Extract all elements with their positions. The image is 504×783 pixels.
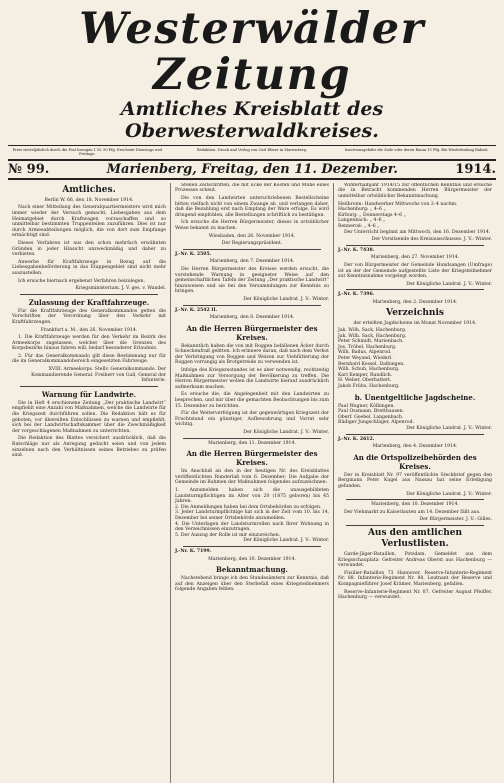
issue-place-date: Marienberg, Freitag, den 11. Dezember.	[106, 162, 398, 178]
paragraph: Im Anschluß an den in der heutigen Nr. des Kreisblattes veröffentlichten Runderlaß vom 6. Dezember: Die Aufgabe der Gemeinde im Rahmen der Maßnahmen folgendes aufzuzeichnen:	[175, 469, 329, 486]
dateline: Marienberg, den 10. Dezember 1914.	[371, 502, 459, 508]
reference-number: J.-Nr. K. 2542 II.	[175, 307, 218, 313]
list-item: 3. Jeder Landsturmpflichtige hat sich in der Zeit vom 10. bis 14. Dezember bei seiner Ortsbehörde anzumelden.	[175, 510, 329, 521]
dateline: Marienberg, den 2. Dezember 1914.	[372, 299, 458, 305]
dateline: Marienberg, den 10. Dezember 1914.	[208, 556, 296, 562]
divider	[183, 438, 321, 439]
list-item: Jak. Wilh. Sack, Hachenburg.	[338, 328, 407, 334]
paragraph: Es ersuche die, die Angelegenheit mit den Landwirten zu besprechen, und mir über die gemachten Beobachtungen bis zum 15. Dezember zu berichten.	[175, 392, 329, 409]
signature: Der Königliche Landrat. J. V.: Winter.	[243, 538, 329, 544]
divider	[20, 386, 158, 387]
divider	[346, 525, 484, 526]
paragraph: Der von Bürgermeister der Gemeinde Hundsangen (Umfrage) ist an der der Gemeinde aufgestellte Liste der Kriegsteilnehmer zur Kenntnisnahme vorgelegt worden.	[338, 262, 492, 280]
dateline: Marienberg, den 4. Dezember 1914.	[372, 444, 458, 450]
paragraph: Infolge des Kriegszustandes ist es aber notwendig, rechtzeitig Maßnahmen zur Versorgung der Bevölkerung zu treffen. Die Herren Bürgermeister wollen die Landwirte hierauf ausdrücklich aufmerksam machen.	[175, 368, 329, 390]
masthead	[8, 6, 496, 142]
list-item: Jakob Frühs, Hachenburg.	[338, 384, 400, 390]
divider	[346, 499, 484, 500]
signature: Der Bürgermeister. J. V.: Gilles.	[419, 517, 492, 523]
list-item: Peter Schmidt, Marienbach.	[338, 339, 404, 345]
list-item: Heilbronn: Handwerker Mittwochs von 2–4 nachm.	[338, 201, 458, 207]
paragraph: Nach einer Mitteilung des Generalquartiermeisters wird mich immer wieder der Versuch gemacht, Liebesgaben aus dem Heimatgebiet durch Kraftwagen vorzuschaffen und so unmittelbar bestimmten Truppenteilen zuzuführen. Dies ist nur durch Armeeabteilungen möglich, die von dort zum Empfange ermächtigt sind.	[12, 205, 166, 239]
newspaper-subtitle: Amtliches Kreisblatt des Oberwesterwaldkreises.	[120, 98, 384, 142]
note-publisher: Redaktion, Druck und Verlag von Carl Ebner in Marienberg.	[196, 148, 308, 152]
column-2	[171, 183, 334, 783]
issue-number: № 99.	[8, 162, 50, 178]
newspaper-title: Westerwälder Zeitung	[79, 4, 425, 100]
list-item: Oberf. Goebel, Langenbach.	[338, 414, 404, 420]
list-item: H. Weber, Oberhattert.	[338, 378, 392, 384]
paragraph: Für die Kraftfahrzeuge des Generalkommandos gelten die Vorschriften der Verordnung über den Verkehr mit Kraftfahrzeugen.	[12, 308, 166, 325]
article-heading: Bekanntmachung.	[216, 565, 288, 575]
paragraph: Ich ersuche die Herren Bürgermeister, dieses in ortsüblicher Weise bekannt zu machen.	[175, 220, 329, 231]
list-item: Hachenburg: „ 4–6 „	[338, 207, 386, 213]
dateline: Frankfurt a. M., den 26. November 1914.	[40, 327, 138, 333]
paragraph: Die in Heft 4 erschienene Zeitung „Der praktische Landwirt“ empfiehlt eine Anzahl von Maßnahmen, welche die Landwirte für die Kriegszeit durchführen sollen. Die Redaktion hält es für geboten, vor übereilten Entschlüssen zu warnen und empfiehlt, sich bei der Landwirtschaftskammer über die Zweckmäßigkeit der vorgeschlagenen Maßnahmen zu unterrichten.	[12, 400, 166, 434]
list-item: Karl Kemper, Rundlich.	[338, 372, 393, 378]
note-insertion: Insertionsgebühr die Zeile oder deren Raum 15 Pfg. Bei Wiederholung Rabatt.	[344, 148, 489, 152]
divider	[183, 249, 321, 250]
signature: Der Regierungspräsident.	[221, 241, 283, 247]
list-item: Bernhard Kessel, Dalbingen.	[338, 361, 405, 367]
list-item: Wilh. Badus, Alpenrod.	[338, 350, 392, 356]
divider	[20, 294, 158, 295]
list-item: Wilh. Schuh, Hachenburg.	[338, 367, 400, 373]
article-heading: Verzeichnis	[386, 307, 444, 318]
article-heading: An die Herren Bürgermeister des Kreises.	[186, 323, 318, 342]
paragraph: Die Redaktion des Blattes versichert ausdrücklich, daß die Ratschläge nur als Anregung gedacht seien und von jedem einzelnen nach den Verhältnissen seines Betriebes zu prüfen sind.	[12, 436, 166, 459]
dateline: Wiesbaden, den 26. November 1914.	[208, 233, 296, 239]
list-item: 5. Der Auszug der Rolle ist mir einzureichen.	[175, 532, 281, 538]
divider	[183, 546, 321, 547]
dateline: Marienberg, den 8. Dezember 1914.	[209, 315, 295, 321]
paragraph: Der in Kreisblatt Nr. 97 veröffentlichte Steckbrief gegen den Bergmann Peter Kugel aus Nassau hat seine Erledigung gefunden.	[338, 472, 492, 489]
signature: Der Königliche Landrat. J. V.: Winter.	[406, 281, 492, 287]
publication-notes	[8, 145, 496, 157]
signature: Der Königliche Landrat. J. V.: Winter.	[406, 491, 492, 497]
list-item: Langenbach: „ 4–6 „	[338, 218, 386, 224]
paragraph: Nachstehend bringe ich den Standesämtern zur Kenntnis, daß auf den Anzeigen über den Sterbefall eines Kriegsteilnehmers folgende Angaben fehlen.	[175, 576, 329, 593]
name-list	[338, 404, 492, 426]
reference-number: J.-Nr. K. 7199.	[175, 548, 212, 554]
list-item: Kirburg: „ Donnerstags 4–6 „	[338, 212, 406, 218]
dateline: Marienberg, den 11. Dezember 1914.	[208, 440, 296, 446]
divider	[346, 434, 484, 435]
article-heading: Aus den amtlichen Verlustlisten.	[367, 527, 463, 549]
numbered-list	[175, 488, 329, 538]
section-heading: Amtliches.	[62, 184, 116, 195]
divider	[183, 305, 321, 306]
list-item: Rennerod: „ 4–6 „	[338, 223, 380, 229]
column-3	[334, 183, 496, 783]
paragraph: Die Herren Bürgermeister des Kreises werden ersucht, die vorstehende Warnung in geeigneter Weise auf den gemeinschaftlichen Tafeln der Zeitung „Der praktische Landwirt“ hinzuweisen und sie bei den Versammlungen zur Kenntnis zu bringen.	[175, 266, 329, 295]
paragraph: Dieses Verfahren ist aus den schon mehrfach erwähnten Gründen in jeder Hinsicht unzweckmäßig und daher zu verbieten.	[12, 240, 166, 258]
article-heading: b. Unentgeltliche Jagdscheine.	[354, 392, 476, 402]
issue-year: 1914.	[455, 162, 496, 178]
list-item: 1. Anzumelden haben sich die unausgebildeten Landsturmpflichtigen im Alter von 20 (1875 geboren) bis 45 Jahren.	[175, 487, 329, 505]
paragraph: Anwerbe für Kraftfahrzeuge in Bezug auf die Liebesgabenbeförderung in das Etappengebiet sind nicht mehr auszustellen.	[12, 259, 166, 276]
paragraph: Die von den Landwirten unterschriebenen Bestellscheine bitten vielfach nicht von einem Zwange ab, und verlangen daher, daß die Bezahlung erst nach Empfang der Ware erfolge. Es wird dringend empfohlen, alle Bestellungen schriftlich zu bestätigen.	[175, 196, 329, 218]
issue-info-bar	[8, 159, 496, 180]
article-heading: An die Ortspolizeibehörden des Kreises.	[353, 452, 477, 471]
dateline: Marienberg, den 7. Dezember 1914.	[209, 259, 295, 265]
article-heading: Zulassung der Kraftfahrzeuge.	[28, 297, 150, 307]
article-columns	[8, 183, 496, 783]
reference-number: J.-Nr. K. 2612.	[338, 436, 375, 442]
list-item: Jos. Tröbel, Hachenburg.	[338, 344, 397, 350]
reference-number: J.-Nr. K. 7396.	[338, 292, 375, 298]
paragraph: 2. Für das Generalkommando gilt diese Bestimmung nur für die im Generalkommandobereich eingesetzten Fahrzeuge.	[12, 353, 166, 365]
list-item: Jak. Wilh. Sack, Hachenburg.	[338, 333, 407, 339]
reference-number: J.-Nr. K. 7438.	[338, 247, 375, 253]
paragraph: der erteilten Jagdscheine im Monat November 1914.	[353, 320, 477, 326]
list-item: Rüdiger Jungschläger, Alpenrod.	[338, 420, 414, 426]
paragraph: Bekanntlich haben die von mit Roggen befallenen Äcker durch Schneckenfraß gelitten. Ich erinnere daran, daß nach dem Verbot der Verbringung von Roggen und Weizen zur Viehfütterung der Roggen vorrangig als Brotgetreide zu verwenden ist.	[175, 343, 329, 366]
list-item: Paul Ossmann, Bretthausen.	[338, 409, 405, 415]
signature: Kriegsministerium. J. V. ges. v. Wandel.	[75, 286, 166, 292]
list-item: Paul Wagner, Kölbingen.	[338, 403, 395, 409]
paragraph: Reserve-Infanterie-Regiment Nr. 87. Gefreiter August Pfeiffer, Hachenburg — verwundet.	[338, 589, 492, 601]
article-heading: An die Herren Bürgermeister des Kreises.	[186, 449, 318, 468]
paragraph: Stellen Zeitschriften, die mit Ecke der Kosten und Mühe eines Prozesses scheut.	[175, 182, 329, 194]
reference-number: J.-Nr. K. 2505.	[175, 251, 212, 257]
list-item: 4. Die Unterlagen der Landsturmrollen nach Ihrer Wohnung in den Verzeichnissen einzutragen.	[175, 521, 329, 533]
signature: XVIII. Armeekorps. Stellv. Generalkommando. Der Kommandierende General. Freiherr von Gall, General der Infanterie.	[31, 367, 166, 384]
dateline: Marienberg, den 27. November 1914.	[370, 255, 460, 261]
paragraph: 1. Die Kraftfahrzeuge werden für den Verkehr im Bezirk des Armeekorps zugelassen, welcher über die Grenzen des Korpsbezirks hinaus fahren will, bedarf besonderer Erlaubnis.	[12, 335, 166, 352]
paragraph: Der Unterricht beginnt am Mittwoch, den 16. Dezember 1914.	[344, 229, 491, 235]
signature: Der Königliche Landrat. J. V.: Winter.	[243, 430, 329, 435]
name-list	[338, 328, 492, 390]
list-item: Peter Weyand, Wiederl.	[338, 356, 393, 362]
divider	[346, 245, 484, 246]
article-heading: Warnung für Landwirte.	[41, 389, 137, 399]
dateline: Berlin W. 66, den 18. November 1914.	[44, 197, 134, 203]
column-1	[8, 183, 171, 783]
signature: Der Vorsitzende des Kreisausschusses. J. V.: Winter.	[371, 237, 492, 243]
paragraph: Garde-Jäger-Bataillon, Potsdam. Gemeldet aus dem Kriegsschauplatz: Gefreiter Andreas Oberst aus Hachenburg — verwundet.	[338, 551, 492, 569]
paragraph: Für die Weiterverfolgung ist der gegenwärtigen Kriegszeit der Fruchtstand ein günstiger, Aufbewahrung und Vorrat sehr wichtig.	[175, 411, 329, 428]
note-price: Preis vierteljährlich durch die Post bezogen 1 M. 50 Pfg. Erscheint Dienstags und Freitags.	[12, 148, 162, 157]
paragraph: Ich ersuche hiernach ergebenst Verfahren beizulegen.	[18, 278, 145, 284]
list-item: 2. Die Anmeldungen haben bei dem Ortsbehörden zu erfolgen.	[175, 504, 322, 510]
signature: Der Königliche Landrat. J. V.: Winter.	[243, 296, 329, 302]
paragraph: Füsilier-Bataillon 73 Hannover. Reserve-Infanterie-Regiment Nr. 88. Infanterie-Regiment Nr. 88. Leutnant der Reserve und Kompagnieführer Josef Krämer, Marienberg, gefallen.	[338, 570, 492, 587]
schedule-list	[338, 202, 492, 230]
paragraph: Der Viehmarkt zu Kaiserlauten am 14. Dezember fällt aus.	[344, 509, 481, 515]
signature: Der Königliche Landrat. J. V.: Winter.	[406, 426, 492, 431]
paragraph: Winterhalbjahr 1914/15 zur öffentlichen Kenntnis und ersuche die in Betracht kommenden Herren Bürgermeister der unmittelbar ortsüblicher Bekanntmachung.	[338, 182, 492, 199]
divider	[346, 289, 484, 290]
